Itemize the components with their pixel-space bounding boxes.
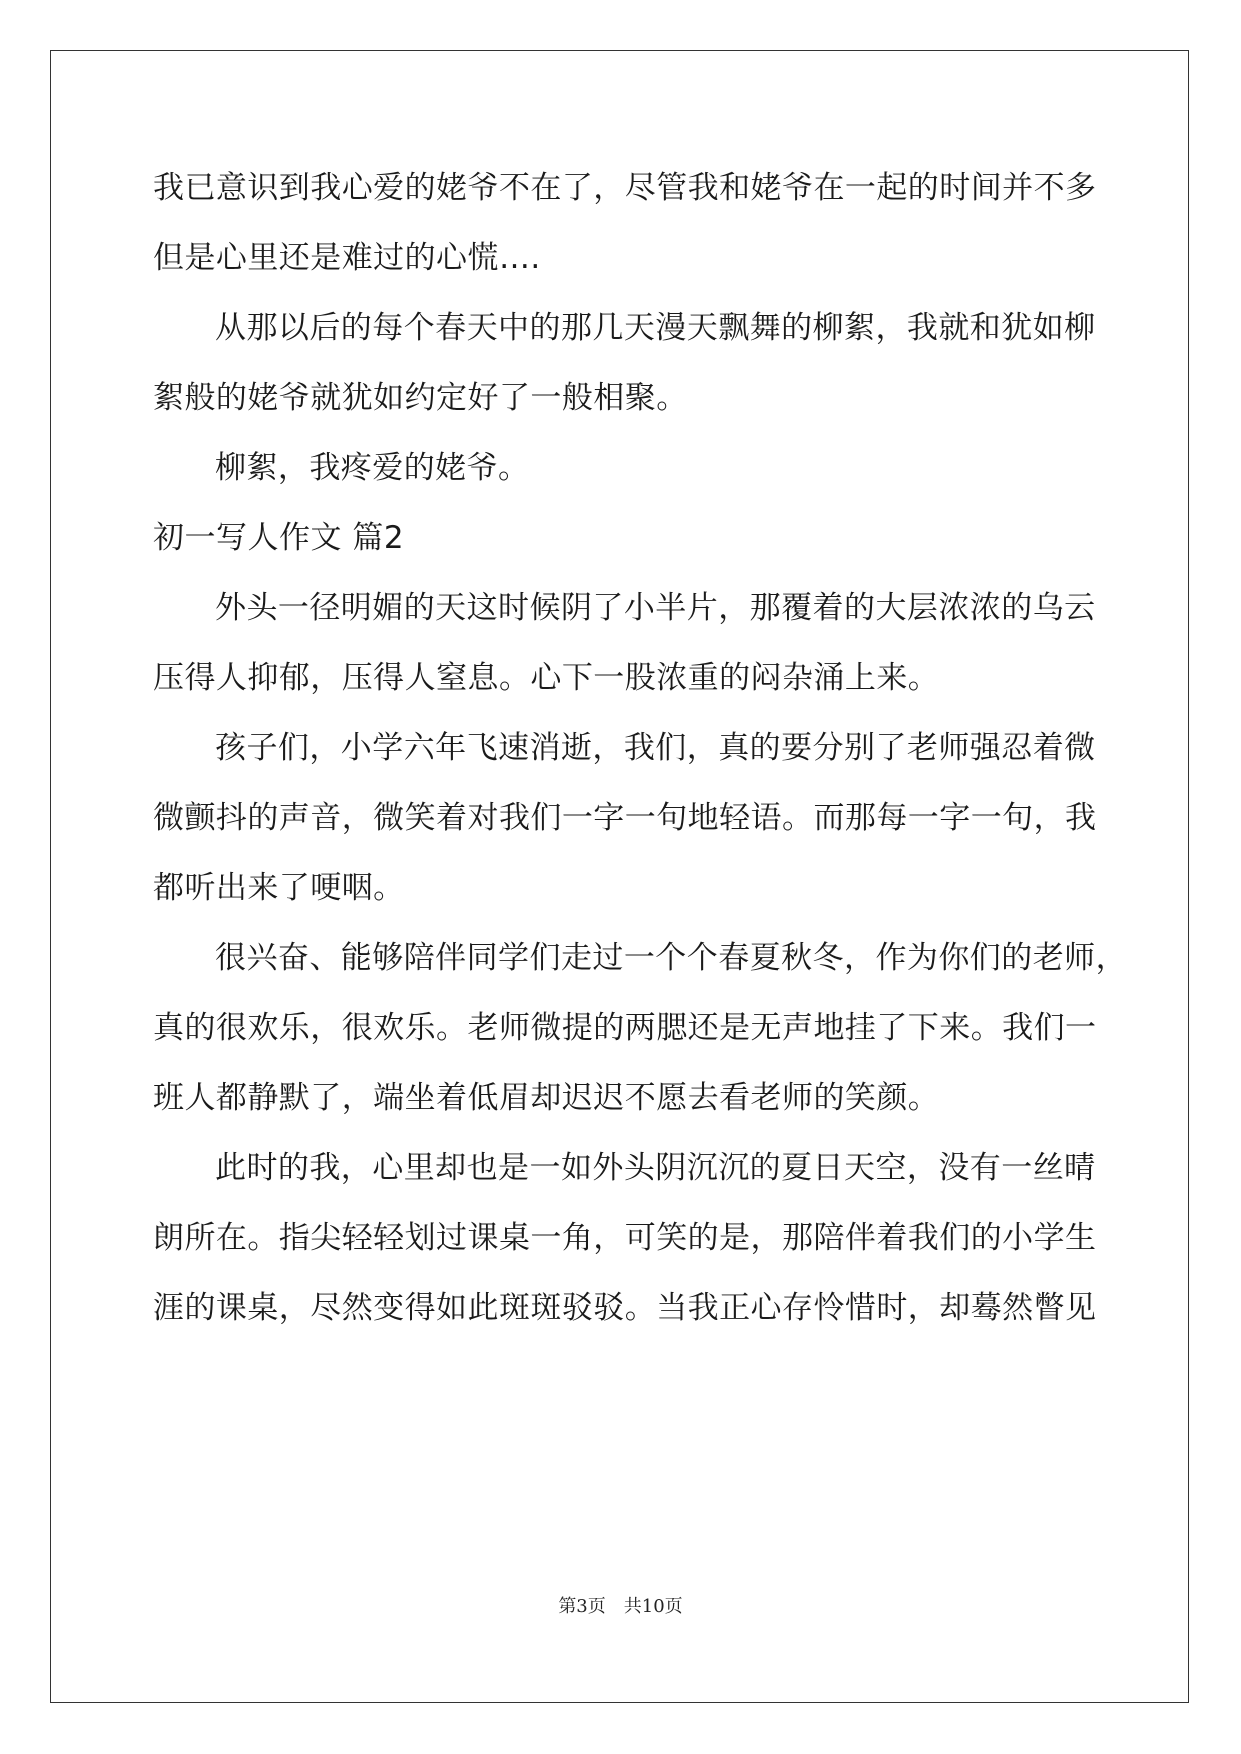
body-line: 我已意识到我心爱的姥爷不在了，尽管我和姥爷在一起的时间并不多 (153, 170, 1097, 206)
body-line: 都听出来了哽咽。 (153, 870, 405, 906)
body-line: 真的很欢乐，很欢乐。老师微提的两腮还是无声地挂了下来。我们一 (153, 1010, 1097, 1046)
paragraph-first-line: 此时的我，心里却也是一如外头阴沉沉的夏日天空，没有一丝晴 (215, 1150, 1096, 1186)
body-line: 涯的课桌，尽然变得如此斑斑驳驳。当我正心存怜惜时，却蓦然瞥见 (153, 1290, 1097, 1326)
body-line: 但是心里还是难过的心慌…. (153, 240, 541, 276)
page-number: 第3页 共10页 (558, 1596, 683, 1617)
paragraph-first-line: 柳絮，我疼爱的姥爷。 (215, 450, 530, 486)
body-line: 微颤抖的声音，微笑着对我们一字一句地轻语。而那每一字一句，我 (153, 800, 1097, 836)
paragraph-first-line: 孩子们，小学六年飞速消逝，我们，真的要分别了老师强忍着微 (215, 730, 1096, 766)
paragraph-first-line: 从那以后的每个春天中的那几天漫天飘舞的柳絮，我就和犹如柳 (215, 310, 1096, 346)
paragraph-first-line: 外头一径明媚的天这时候阴了小半片，那覆着的大层浓浓的乌云 (215, 590, 1096, 626)
section-heading: 初一写人作文 篇2 (153, 520, 405, 556)
body-line: 班人都静默了，端坐着低眉却迟迟不愿去看老师的笑颜。 (153, 1080, 940, 1116)
body-line: 压得人抑郁，压得人窒息。心下一股浓重的闷杂涌上来。 (153, 660, 940, 696)
body-line: 朗所在。指尖轻轻划过课桌一角，可笑的是，那陪伴着我们的小学生 (153, 1220, 1097, 1256)
paragraph-first-line: 很兴奋、能够陪伴同学们走过一个个春夏秋冬，作为你们的老师， (215, 940, 1128, 976)
body-line: 絮般的姥爷就犹如约定好了一般相聚。 (153, 380, 688, 416)
